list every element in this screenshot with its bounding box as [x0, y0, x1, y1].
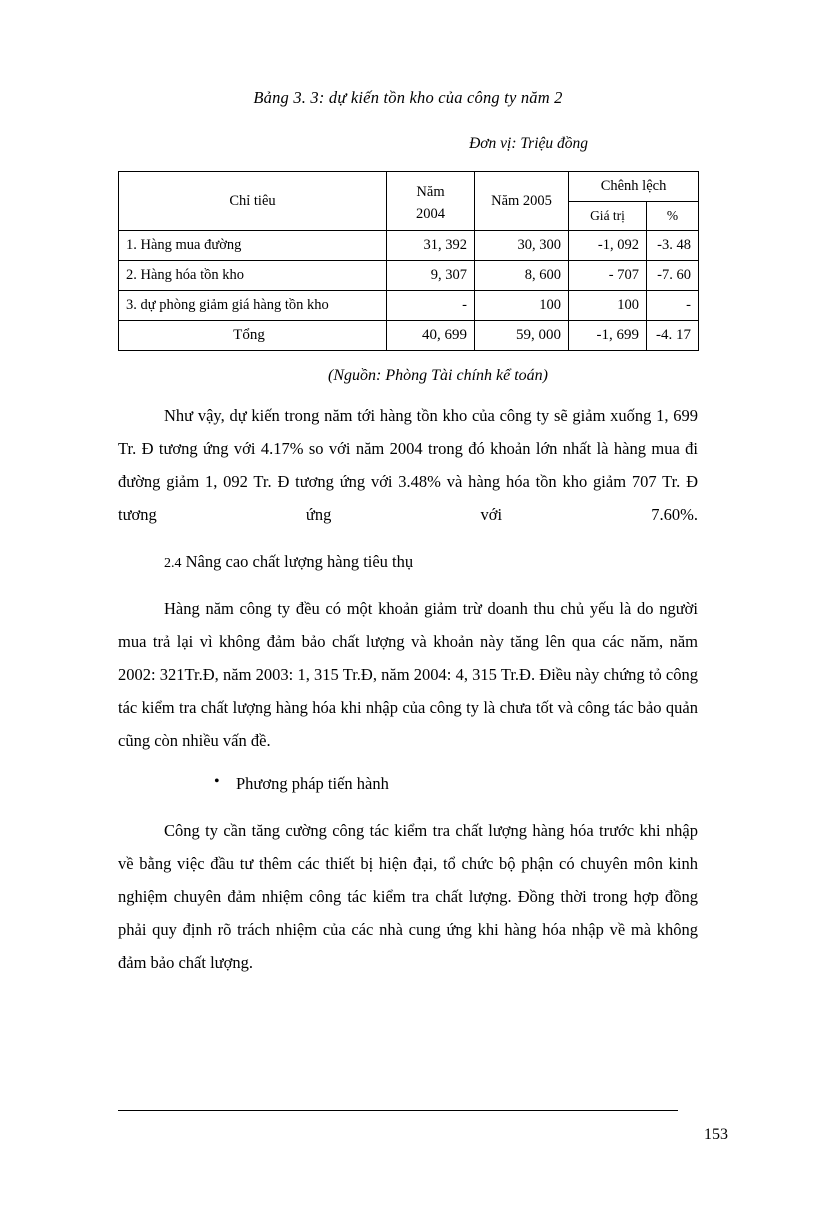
bullet-list: [118, 767, 698, 800]
cell-2004: -: [387, 291, 475, 321]
header-year-2005: Năm 2005: [475, 172, 569, 231]
row-label: 1. Hàng mua đường: [119, 231, 387, 261]
cell-diff-percent: -: [647, 291, 699, 321]
paragraph-inventory-forecast: Như vậy, dự kiến trong năm tới hàng tồn kho của công ty sẽ giảm xuống 1, 699 Tr. Đ tương ứng với 4.17% so với năm 2004 trong đó khoản lớn nhất là hàng mua đi đường giảm 1, 092 Tr. Đ tương ứng với 3.48% và hàng hóa tồn kho giảm 707 Tr. Đ tương ứng với 7.60%.: [118, 406, 698, 524]
cell-diff-value: -1, 092: [569, 231, 647, 261]
header-indicator: Chỉ tiêu: [119, 172, 387, 231]
cell-diff-percent: -4. 17: [647, 321, 699, 351]
header-difference: Chênh lệch: [569, 172, 699, 202]
cell-2005: 100: [475, 291, 569, 321]
list-item: • Phương pháp tiến hành: [236, 767, 698, 800]
row-label: 3. dự phòng giảm giá hàng tồn kho: [119, 291, 387, 321]
table-unit-note: Đơn vị: Triệu đồng: [469, 135, 588, 152]
cell-2005: 59, 000: [475, 321, 569, 351]
table-row-total: [119, 321, 699, 351]
section-heading-2-4: [118, 545, 698, 578]
cell-2004: 40, 699: [387, 321, 475, 351]
table-row: [119, 291, 699, 321]
inventory-forecast-table: [118, 171, 699, 351]
cell-diff-value: 100: [569, 291, 647, 321]
cell-2004: 9, 307: [387, 261, 475, 291]
table-row: [119, 231, 699, 261]
header-year-2004-line2: 2004: [416, 206, 445, 223]
table-caption: Bảng 3. 3: dự kiến tồn kho của công ty năm 2: [253, 88, 563, 107]
header-difference-value: Giá trị: [569, 202, 647, 231]
row-label: 2. Hàng hóa tồn kho: [119, 261, 387, 291]
page-number: 153: [704, 1126, 728, 1143]
header-year-2004: [387, 172, 475, 231]
header-difference-percent: %: [647, 202, 699, 231]
table-row: [119, 261, 699, 291]
cell-2005: 30, 300: [475, 231, 569, 261]
footer-divider: [118, 1110, 678, 1111]
cell-diff-percent: -7. 60: [647, 261, 699, 291]
header-year-2004-line1: Năm: [416, 183, 445, 200]
cell-2004: 31, 392: [387, 231, 475, 261]
section-title: Nâng cao chất lượng hàng tiêu thụ: [185, 552, 414, 571]
row-label-total: Tổng: [119, 321, 387, 351]
paragraph-method: Công ty cần tăng cường công tác kiểm tra chất lượng hàng hóa trước khi nhập về bằng việc đầu tư thêm các thiết bị hiện đại, tổ chức bộ phận có chuyên môn kinh nghiệm chuyên đảm nhiệm công tác kiểm tra chất lượng. Đồng thời trong hợp đồng phải quy định rõ trách nhiệm của các nhà cung ứng khi hàng hóa nhập về mà không đảm bảo chất lượng.: [118, 821, 698, 972]
table-source-note: (Nguồn: Phòng Tài chính kể toán): [328, 367, 548, 384]
paragraph-quality-issue: Hàng năm công ty đều có một khoản giảm trừ doanh thu chủ yếu là do người mua trả lại vì không đảm bảo chất lượng và khoản này tăng lên qua các năm, năm 2002: 321Tr.Đ, năm 2003: 1, 315 Tr.Đ, năm 2004: 4, 315 Tr.Đ. Điều này chứng tỏ công tác kiểm tra chất lượng hàng hóa khi nhập của công ty là chưa tốt và công tác bảo quản cũng còn nhiều vấn đề.: [118, 599, 698, 750]
table-header-row-1: [119, 172, 699, 202]
section-number: 2.4: [164, 556, 182, 571]
cell-diff-value: -1, 699: [569, 321, 647, 351]
cell-2005: 8, 600: [475, 261, 569, 291]
cell-diff-value: - 707: [569, 261, 647, 291]
cell-diff-percent: -3. 48: [647, 231, 699, 261]
document-page: [0, 88, 816, 1211]
